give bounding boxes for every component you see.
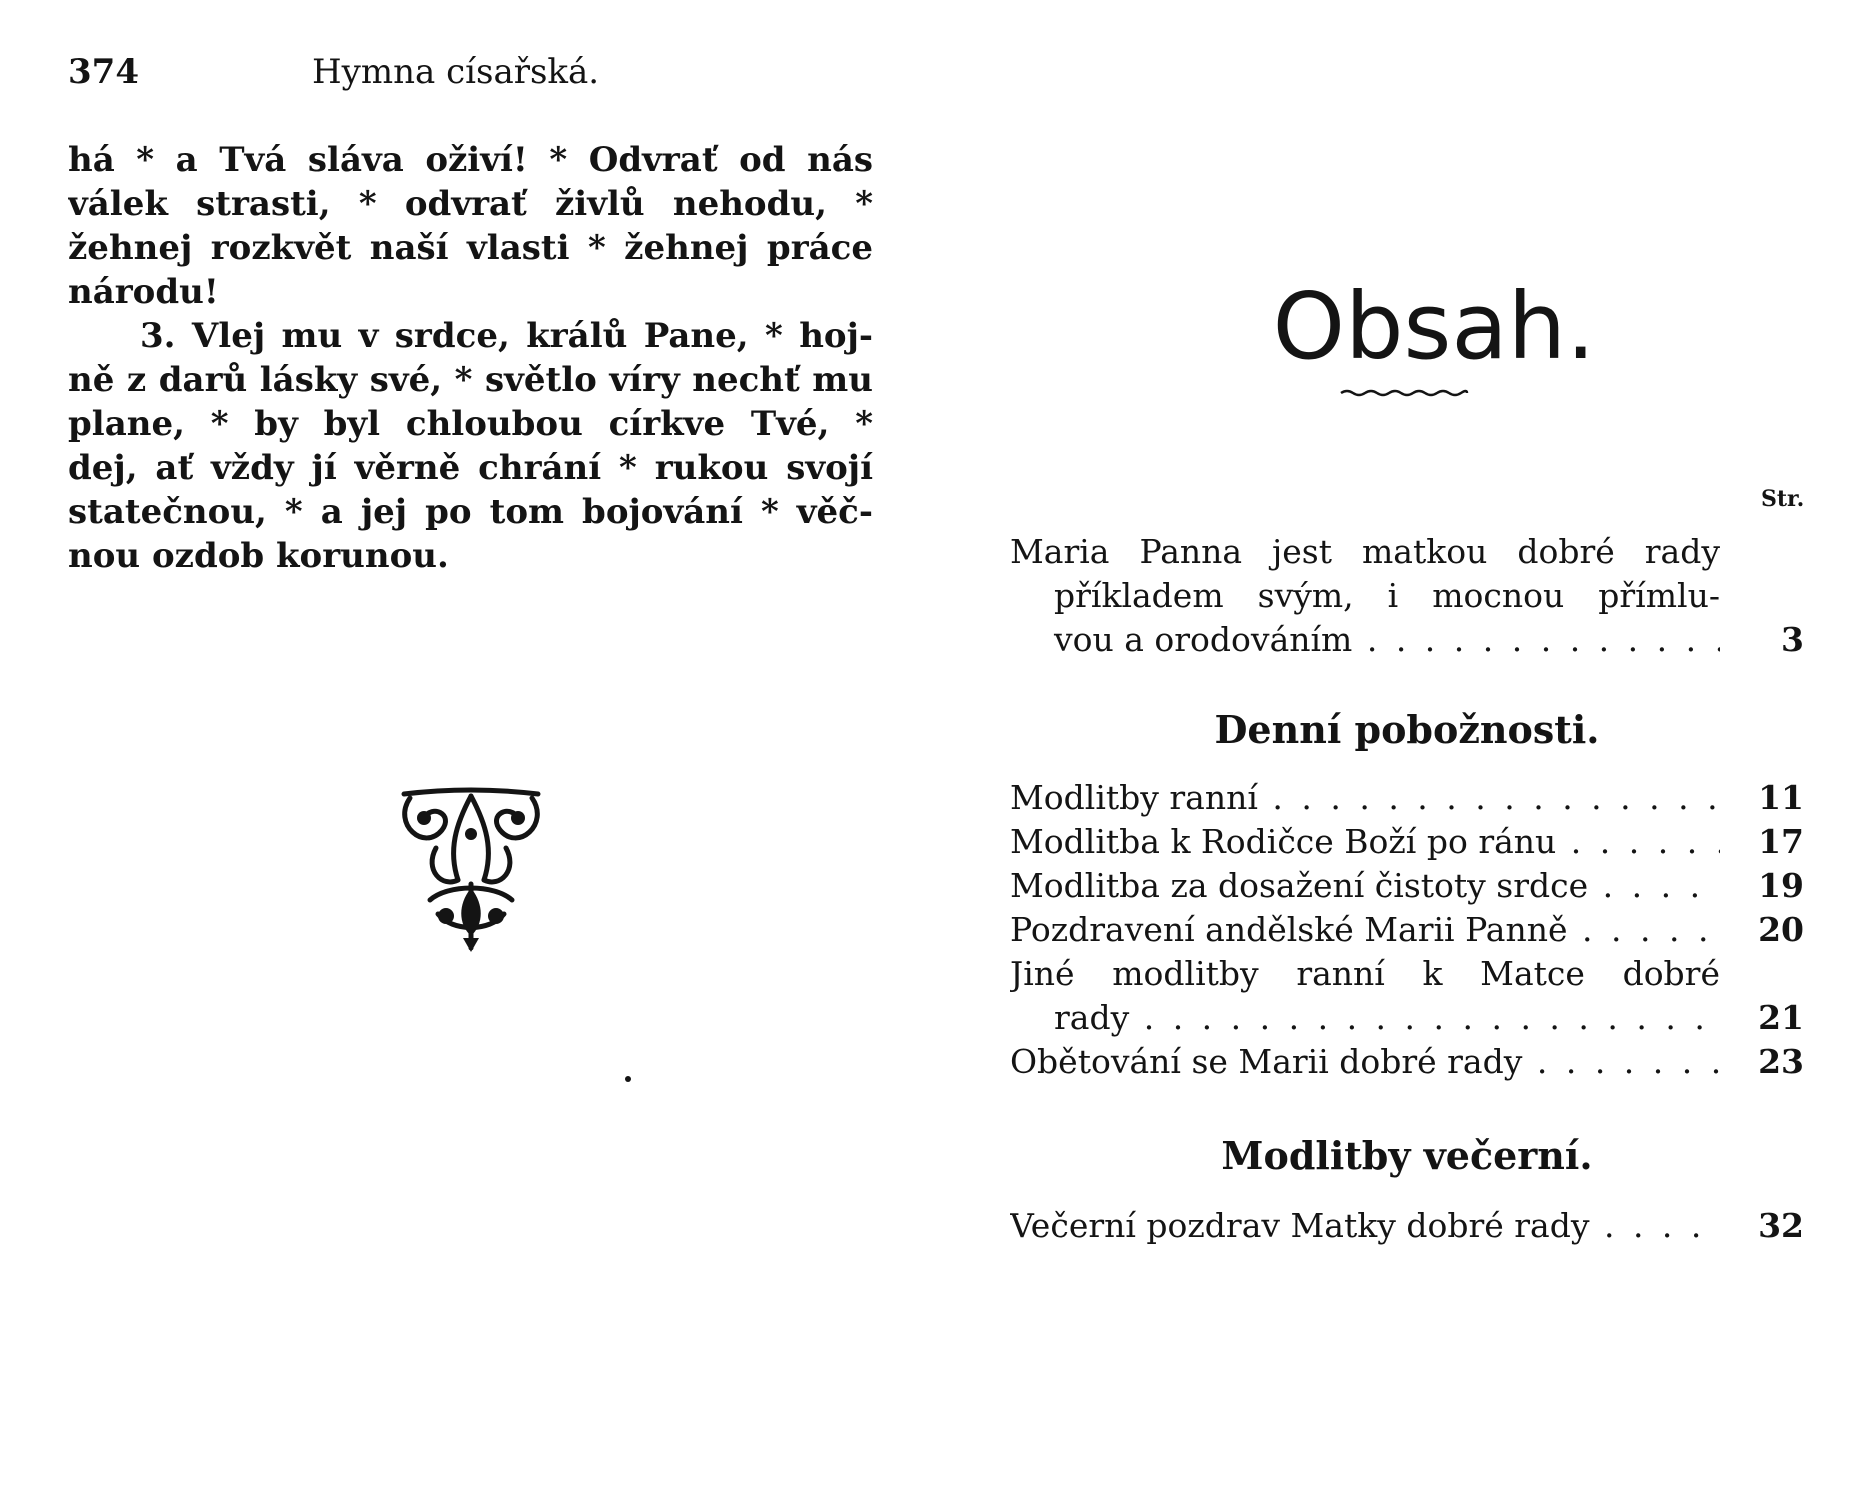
hymn-line: nou ozdob korunou. — [68, 536, 449, 576]
right-page — [931, 0, 1862, 1500]
toc-entry-line: Modlitba k Rodičce Boží po ránu . . . — [1010, 820, 1720, 864]
toc-page-ref: 20 — [1758, 910, 1804, 949]
toc-entry — [1010, 530, 1804, 662]
toc-page-ref: 32 — [1758, 1206, 1804, 1245]
page-number: 374 — [68, 52, 139, 92]
hymn-line: národu! — [68, 272, 219, 312]
toc-entry — [1010, 908, 1804, 952]
page-column-label: Str. — [1761, 486, 1805, 512]
toc-entry-line: Modlitba za dosažení čistoty srdce . . . — [1010, 864, 1720, 908]
toc-entry — [1010, 864, 1804, 908]
toc-section-daily — [1010, 776, 1804, 1084]
fleuron-ornament-icon — [396, 784, 546, 954]
running-title: Hymna císařská. — [312, 52, 600, 92]
hymn-line: plane, * by byl chloubou církve Tvé, * — [68, 404, 873, 444]
hymn-line: válek strasti, * odvrať živlů nehodu, * — [68, 184, 873, 224]
hymn-line: statečnou, * a jej po tom bojování * věč- — [68, 492, 873, 532]
hymn-line: 3. Vlej mu v srdce, králů Pane, * hoj- — [140, 316, 873, 356]
hymn-line: ně z darů lásky své, * světlo víry nechť mu — [68, 360, 873, 400]
hymn-line: žehnej rozkvět naší vlasti * žehnej práce — [68, 228, 873, 268]
toc-entry-line: Modlitby ranní . . . — [1010, 776, 1720, 820]
section-heading: Modlitby večerní. — [1221, 1133, 1593, 1178]
toc-entry-line: Jiné modlitby ranní k Matce dobré — [1010, 954, 1720, 993]
section-heading: Denní pobožnosti. — [1214, 707, 1600, 752]
toc-intro — [1010, 530, 1804, 662]
toc-entry-line: Obětování se Marii dobré rady . . . — [1010, 1040, 1720, 1084]
toc-entry-line: vou a orodováním . . . — [1010, 618, 1720, 662]
running-head — [68, 52, 888, 96]
toc-entry — [1010, 1204, 1804, 1248]
toc-section-evening — [1010, 1204, 1804, 1248]
toc-page-ref: 23 — [1758, 1042, 1804, 1081]
toc-entry-line: Maria Panna jest matkou dobré rady — [1010, 532, 1720, 571]
toc-entry-line: příkladem svým, i mocnou přímlu- — [1054, 576, 1720, 615]
toc-entry-line: Pozdravení andělské Marii Panně . . . — [1010, 908, 1720, 952]
toc-page-ref: 19 — [1758, 866, 1804, 905]
toc-entry — [1010, 1040, 1804, 1084]
toc-entry — [1010, 820, 1804, 864]
hymn-line: dej, ať vždy jí věrně chrání * rukou svojí — [68, 448, 873, 488]
stray-dot — [625, 1076, 631, 1082]
hymn-text — [68, 138, 873, 578]
title-rule-ornament — [1339, 386, 1469, 400]
toc-entry — [1010, 776, 1804, 820]
contents-title: Obsah. — [1272, 273, 1596, 380]
toc-page-ref: 11 — [1758, 778, 1804, 817]
hymn-line: há * a Tvá sláva oživí! * Odvrať od nás — [68, 140, 873, 180]
toc-page-ref: 21 — [1758, 998, 1804, 1037]
toc-page-ref: 17 — [1758, 822, 1804, 861]
toc-page-ref: 3 — [1781, 620, 1804, 659]
toc-entry-line: Večerní pozdrav Matky dobré rady . . . — [1010, 1204, 1720, 1248]
toc-entry — [1010, 952, 1804, 1040]
toc-entry-line: rady . . . — [1010, 996, 1720, 1040]
